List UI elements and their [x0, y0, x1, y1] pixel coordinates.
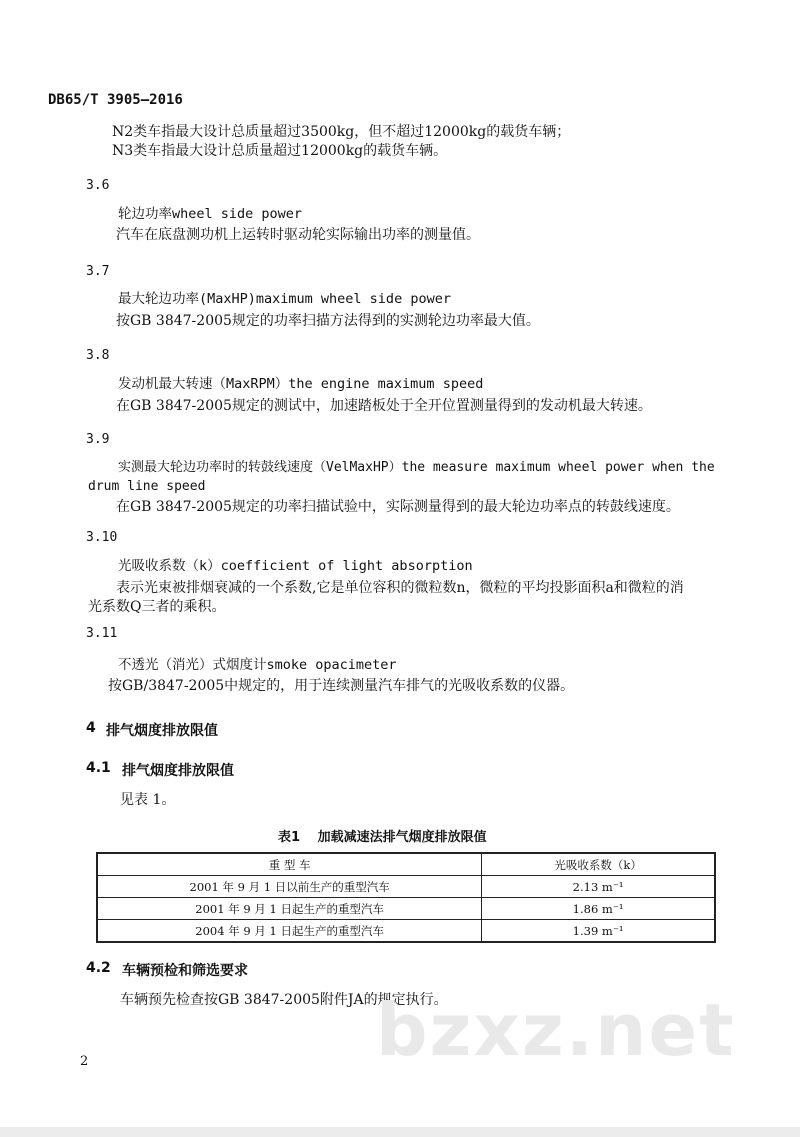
section-definition: 按GB/3847-2005中规定的，用于连续测量汽车排气的光吸收系数的仪器。: [108, 678, 575, 694]
value-cell: 2.13 m⁻¹: [482, 876, 715, 898]
section-definition: 按GB 3847-2005规定的功率扫描方法得到的实测轮边功率最大值。: [116, 313, 540, 329]
section-number: 3.6: [86, 178, 110, 193]
table-row: [97, 876, 715, 898]
column-header: 重 型 车: [97, 853, 482, 876]
section-definition: 在GB 3847-2005规定的功率扫描试验中，实际测量得到的最大轮边功率点的转鼓线速度。: [116, 499, 680, 515]
section-term: 最大轮边功率(MaxHP)maximum wheel side power: [118, 291, 451, 307]
chapter-title: 排气烟度排放限值: [106, 723, 218, 739]
section-term: 不透光（消光）式烟度计smoke opacimeter: [118, 657, 397, 673]
section-term: 发动机最大转速（MaxRPM）the engine maximum speed: [118, 376, 484, 392]
section-number: 3.10: [86, 530, 118, 545]
section-term: 光吸收系数（k）coefficient of light absorption: [118, 558, 473, 574]
intro-line-1: N2类车指最大设计总质量超过3500kg，但不超过12000kg的载货车辆；: [112, 124, 571, 140]
standard-code: DB65/T 3905—2016: [48, 92, 183, 108]
section-number: 3.11: [86, 626, 118, 641]
watermark: bzxz.net: [376, 988, 736, 1072]
intro-line-2: N3类车指最大设计总质量超过12000kg的载货车辆。: [112, 143, 448, 159]
column-header: 光吸收系数（k）: [482, 853, 715, 876]
page-number: 2: [80, 1054, 89, 1069]
emission-limit-table: [96, 852, 716, 943]
clause-text: 车辆预先检查按GB 3847-2005附件JA的规定执行。: [120, 992, 448, 1008]
vehicle-cell: 2004 年 9 月 1 日起生产的重型汽车: [97, 920, 482, 943]
section-definition: 在GB 3847-2005规定的测试中，加速踏板处于全开位置测量得到的发动机最大转速。: [116, 398, 652, 414]
clause-number: 4.2: [86, 960, 111, 976]
table-row: [97, 898, 715, 920]
clause-title: 车辆预检和筛选要求: [122, 963, 248, 979]
section-definition: 汽车在底盘测功机上运转时驱动轮实际输出功率的测量值。: [116, 227, 480, 243]
section-number: 3.7: [86, 264, 110, 279]
section-number: 3.9: [86, 432, 110, 447]
vehicle-cell: 2001 年 9 月 1 日起生产的重型汽车: [97, 898, 482, 920]
value-cell: 1.39 m⁻¹: [482, 920, 715, 943]
table-row: [97, 920, 715, 943]
chapter-number: 4: [86, 720, 96, 736]
page-edge: [0, 1127, 800, 1137]
value-cell: 1.86 m⁻¹: [482, 898, 715, 920]
section-definition-line-1: 表示光束被排烟衰减的一个系数,它是单位容积的微粒数n，微粒的平均投影面积a和微粒的消: [116, 580, 684, 596]
section-term-line-2: drum line speed: [88, 479, 206, 494]
clause-text: 见表 1。: [120, 792, 176, 808]
section-definition-line-2: 光系数Q三者的乘积。: [88, 599, 226, 615]
section-number: 3.8: [86, 348, 110, 363]
table-caption: 表1 加载减速法排气烟度排放限值: [278, 830, 487, 845]
clause-number: 4.1: [86, 760, 111, 776]
section-term: 轮边功率wheel side power: [118, 206, 303, 222]
clause-title: 排气烟度排放限值: [122, 763, 234, 779]
vehicle-cell: 2001 年 9 月 1 日以前生产的重型汽车: [97, 876, 482, 898]
section-term-line-1: 实测最大轮边功率时的转鼓线速度（VelMaxHP）the measure maximum wheel power when the: [118, 460, 715, 475]
table-header-row: [97, 853, 715, 876]
